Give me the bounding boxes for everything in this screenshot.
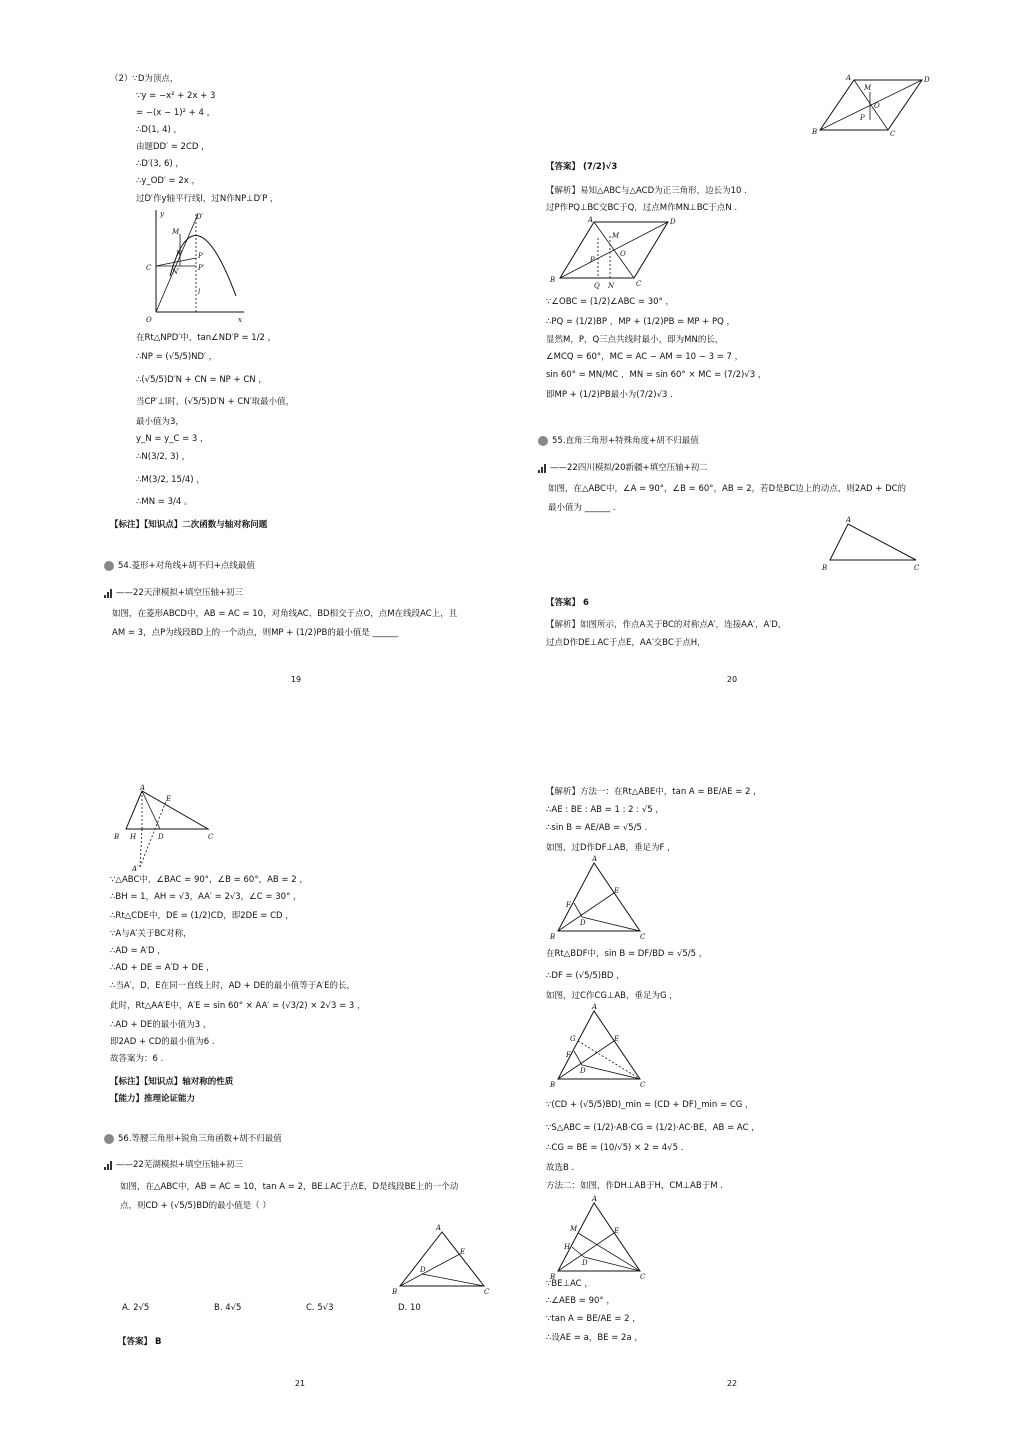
triangle-figure-2 — [550, 1005, 650, 1087]
answer-label: 【答案】 6 — [546, 598, 589, 608]
option-a[interactable]: A. 2√5 — [122, 1303, 150, 1313]
triangle-figure-1 — [550, 857, 650, 939]
page-21 — [0, 717, 512, 1434]
fig-label: P′ — [198, 264, 205, 272]
fig-label: N — [608, 282, 615, 290]
triangle-figure-3 — [550, 1197, 650, 1279]
text-line: ∴N(3/2, 3) ， — [136, 452, 191, 462]
question-text: 点，则CD + (√5/5)BD的最小值是（ ） — [120, 1201, 271, 1211]
fig-label: D — [580, 1067, 586, 1075]
text-line: ∴MN = 3/4 。 — [136, 497, 193, 507]
fig-label: G — [570, 1035, 576, 1043]
signal-bars-icon — [104, 1161, 112, 1170]
text-line: 当CP′⊥l时，(√5/5)D′N + CN′取最小值， — [136, 397, 295, 407]
text-line: 【解析】易知△ABC与△ACD为正三角形，边长为10 . — [546, 186, 747, 196]
fig-label: C — [640, 1081, 646, 1089]
fig-label: P — [860, 114, 865, 122]
text-line: 在Rt△BDF中，sin B = DF/BD = √5/5 ， — [546, 949, 708, 959]
fig-label: B — [392, 1288, 398, 1296]
fig-label: D — [420, 1266, 426, 1274]
text-line: ∴DF = (√5/5)BD ， — [546, 971, 625, 981]
fig-label: H — [564, 1243, 571, 1251]
fig-label: E — [614, 1035, 620, 1043]
fig-label: E — [614, 887, 620, 895]
q56-triangle-figure — [392, 1224, 492, 1300]
question-title — [538, 435, 699, 447]
text-line: sin 60° = MN/MC ，MN = sin 60° × MC = (7/2)√3 ， — [546, 370, 767, 380]
fig-label: P — [198, 252, 203, 260]
fig-label: l — [198, 288, 201, 296]
fig-label: B — [822, 564, 828, 572]
text-line: ∵(CD + (√5/5)BD)_min = (CD + DF)_min = CG ， — [546, 1100, 754, 1110]
fig-label: A — [592, 855, 598, 863]
page-number: 19 — [290, 675, 302, 684]
fig-label: D — [580, 919, 586, 927]
text-line: （2）∵D为顶点， — [110, 74, 179, 84]
note-label: 【标注】【知识点】轴对称的性质 — [110, 1077, 234, 1087]
page-20 — [512, 0, 1024, 717]
text-line: ∵S△ABC = (1/2)·AB·CG = (1/2)·AC·BE，AB = AC ， — [546, 1123, 760, 1133]
fig-label: C — [146, 264, 152, 272]
text-line: 过D′作y轴平行线l，过N作NP⊥D′P ， — [136, 194, 279, 204]
text-line: ∴D′(3, 6) ， — [136, 159, 184, 169]
text-line: 由题DD′ = 2CD ， — [136, 142, 210, 152]
fig-label: A — [588, 216, 594, 224]
fig-label: M — [612, 232, 620, 240]
text-line: 故选B . — [546, 1163, 575, 1173]
question-source — [104, 587, 243, 599]
text-line: ∴PQ = (1/2)BP ，MP + (1/2)PB = MP + PQ ， — [546, 317, 736, 327]
option-b[interactable]: B. 4√5 — [214, 1303, 242, 1313]
text-line: ∴M(3/2, 15/4) ， — [136, 475, 205, 485]
fig-label: N — [176, 250, 183, 258]
text-line: 此时，Rt△AA′E中，A′E = sin 60° × AA′ = (√3/2) × 2√3 = 3 ， — [110, 1001, 366, 1011]
fig-label: E — [460, 1248, 466, 1256]
text-line: ∴∠AEB = 90° ， — [546, 1296, 615, 1306]
text-line: 【解析】方法一：在Rt△ABE中，tan A = BE/AE = 2 ， — [546, 787, 762, 797]
fig-label: x — [238, 316, 242, 324]
text-line: 显然M，P，Q三点共线时最小，即为MN的长， — [546, 335, 724, 345]
text-line: ∴AD + DE的最小值为3 ， — [110, 1020, 212, 1030]
fig-label: M — [864, 84, 872, 92]
fig-label: P — [590, 256, 595, 264]
parabola-figure — [140, 206, 250, 324]
signal-bars-icon — [538, 464, 546, 473]
text-line: ∴sin B = AE/AB = √5/5 . — [546, 823, 648, 833]
lightbulb-icon — [538, 436, 548, 446]
fig-label: Q — [594, 282, 600, 290]
text-line: 【解析】如图所示，作点A关于BC的对称点A′，连接AA′，A′D， — [546, 620, 787, 630]
fig-label: C — [640, 933, 646, 941]
text-line: 即MP + (1/2)PB最小为(7/2)√3 . — [546, 390, 673, 400]
fig-label: M — [172, 228, 180, 236]
fig-label: B — [114, 833, 120, 841]
fig-label: B — [550, 276, 556, 284]
text-line: ∠MCQ = 60°，MC = AC − AM = 10 − 3 = 7 ， — [546, 352, 744, 362]
fig-label: O — [620, 250, 626, 258]
text-line: ∴D(1, 4) ， — [136, 125, 183, 135]
text-line: y_N = y_C = 3 ， — [136, 434, 209, 444]
rhombus-figure-top — [812, 72, 932, 138]
text-line: ∴设AE = a，BE = 2a ， — [546, 1333, 643, 1343]
fig-label: A — [436, 1224, 442, 1232]
fig-label: C — [640, 1273, 646, 1281]
fig-label: A — [140, 784, 146, 792]
question-text: 如图，在△ABC中，AB = AC = 10，tan A = 2，BE⊥AC于点E，D是线段BE上的一个动 — [120, 1182, 459, 1192]
text-line: 如图，过D作DF⊥AB，垂足为F ， — [546, 843, 676, 853]
text-line: 如图，过C作CG⊥AB，垂足为G ， — [546, 991, 678, 1001]
fig-label: C — [890, 130, 896, 138]
option-d[interactable]: D. 10 — [398, 1303, 421, 1313]
text-line: ∵∠OBC = (1/2)∠ABC = 30° ， — [546, 297, 675, 307]
text-line: ∴CG = BE = (10/√5) × 2 = 4√5 . — [546, 1143, 684, 1153]
fig-label: B — [812, 128, 818, 136]
fig-label: A — [846, 516, 852, 524]
note-label: 【标注】【知识点】二次函数与轴对称问题 — [110, 520, 268, 530]
text-line: ∵BE⊥AC ， — [546, 1279, 593, 1289]
fig-label: C — [208, 833, 214, 841]
fig-label: E — [614, 1227, 620, 1235]
fig-label: C — [484, 1288, 490, 1296]
fig-label: M — [570, 1225, 578, 1233]
question-title-text: 56.等腰三角形+锐角三角函数+胡不归最值 — [118, 1134, 282, 1144]
text-line: 过点D作DE⊥AC于点E，AA′交BC于点H， — [546, 638, 706, 648]
lightbulb-icon — [104, 1134, 114, 1144]
question-text: AM = 3，点P为线段BD上的一个动点，则MP + (1/2)PB的最小值是 ______ — [112, 628, 399, 638]
signal-bars-icon — [104, 589, 112, 598]
fig-label: B — [550, 1273, 556, 1281]
question-text: 最小值为 ______ . — [548, 503, 616, 513]
fig-label: B — [550, 933, 556, 941]
rhombus-figure-mid — [546, 216, 676, 290]
fig-label: D — [158, 833, 164, 841]
text-line: ∴当A′，D，E在同一直线上时，AD + DE的最小值等于A′E的长， — [110, 981, 355, 991]
text-line: ∴(√5/5)D′N + CN = NP + CN ， — [136, 375, 267, 385]
triangle-reflection-figure — [110, 783, 220, 873]
fig-label: C — [636, 280, 642, 288]
text-line: ∴NP = (√5/5)ND′ ， — [136, 352, 218, 362]
question-source-text: ——22天津模拟+填空压轴+初三 — [116, 588, 244, 598]
text-line: ∴BH = 1，AH = √3，AA′ = 2√3，∠C = 30° ， — [110, 892, 302, 902]
question-text: 如图，在菱形ABCD中，AB = AC = 10，对角线AC、BD相交于点O，点M在线段AC上，且 — [112, 609, 458, 619]
page-19 — [0, 0, 512, 717]
text-line: 方法二：如图，作DH⊥AB于H，CM⊥AB于M . — [546, 1181, 723, 1191]
page-number: 21 — [294, 1379, 306, 1388]
fig-label: N′ — [172, 268, 180, 276]
fig-label: D′ — [196, 213, 204, 221]
text-line: ∵y = −x² + 2x + 3 — [136, 91, 216, 101]
fig-label: C — [914, 564, 920, 572]
fig-label: D — [670, 218, 676, 226]
fig-label: O — [874, 102, 880, 110]
text-line: 在Rt△NPD′中，tan∠ND′P = 1/2 ， — [136, 333, 277, 343]
text-line: 即2AD + CD的最小值为6 . — [110, 1037, 215, 1047]
fig-label: A′ — [132, 865, 139, 873]
page-22 — [512, 717, 1024, 1434]
fig-label: A — [846, 74, 852, 82]
fig-label: F — [566, 1051, 571, 1059]
page-number: 20 — [726, 675, 738, 684]
text-line: ∴Rt△CDE中，DE = (1/2)CD，即2DE = CD ， — [110, 911, 294, 921]
text-line: ∴AD = A′D ， — [110, 946, 166, 956]
fig-label: D — [582, 1259, 588, 1267]
answer-label: 【答案】 (7/2)√3 — [546, 162, 618, 172]
question-source — [104, 1159, 243, 1171]
fig-label: D — [924, 76, 930, 84]
question-title-text: 55.直角三角形+特殊角度+胡不归最值 — [552, 436, 699, 446]
fig-label: O — [146, 316, 152, 324]
question-title-text: 54.菱形+对角线+胡不归+点线最值 — [118, 561, 255, 571]
text-line: ∵tan A = BE/AE = 2 ， — [546, 1314, 641, 1324]
lightbulb-icon — [104, 561, 114, 571]
right-triangle-figure — [818, 514, 928, 574]
question-text: 如图，在△ABC中，∠A = 90°，∠B = 60°，AB = 2，若D是BC边上的动点，则2AD + DC的 — [548, 484, 907, 494]
question-title — [104, 560, 255, 572]
text-line: ∴AD + DE = A′D + DE ， — [110, 963, 215, 973]
note-label: 【能力】推理论证能力 — [110, 1094, 196, 1104]
option-c[interactable]: C. 5√3 — [306, 1303, 334, 1313]
text-line: 过P作PQ⊥BC交BC于Q，过点M作MN⊥BC于点N . — [546, 203, 738, 213]
fig-label: A — [592, 1003, 598, 1011]
fig-label: A — [592, 1195, 598, 1203]
text-line: 故答案为：6 . — [110, 1054, 164, 1064]
question-source-text: ——22芜湖模拟+填空压轴+初三 — [116, 1160, 244, 1170]
fig-label: H — [130, 833, 137, 841]
text-line: ∴AE : BE : AB = 1 : 2 : √5 ， — [546, 805, 664, 815]
text-line: ∵△ABC中，∠BAC = 90°，∠B = 60°，AB = 2 ， — [110, 875, 308, 885]
fig-label: F — [566, 901, 571, 909]
question-title — [104, 1133, 282, 1145]
page-number: 22 — [726, 1379, 738, 1388]
text-line: 最小值为3， — [136, 417, 184, 427]
text-line: ∴y_OD′ = 2x ， — [136, 176, 201, 186]
question-source-text: ——22四川模拟/20新疆+填空压轴+初二 — [550, 463, 708, 473]
fig-label: B — [550, 1081, 556, 1089]
fig-label: y — [160, 210, 164, 218]
text-line: ∵A与A′关于BC对称， — [110, 929, 192, 939]
fig-label: E — [166, 795, 172, 803]
answer-label: 【答案】 B — [118, 1337, 162, 1347]
question-source — [538, 462, 708, 474]
text-line: = −(x − 1)² + 4 ， — [136, 108, 216, 118]
